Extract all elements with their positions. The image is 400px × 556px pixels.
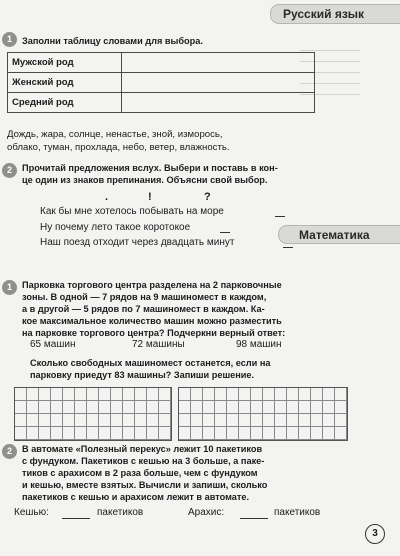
math2-line-3: тиков с арахисом в 2 раза больше, чем с фундуком (22, 468, 258, 478)
grid-cell[interactable] (27, 388, 39, 401)
grid-cell[interactable] (335, 401, 347, 414)
grid-cell[interactable] (287, 414, 299, 427)
grid-cell[interactable] (215, 427, 227, 440)
grid-cell[interactable] (87, 401, 99, 414)
row-label-neuter: Средний род (8, 93, 122, 113)
grid-cell[interactable] (287, 401, 299, 414)
cashew-label: Кешью: (14, 507, 49, 518)
math2-line-5: пакетиков с кешью и арахисом лежит в автомате. (22, 492, 250, 502)
grid-cell[interactable] (203, 427, 215, 440)
task-number-badge: 1 (2, 280, 17, 295)
grid-cell[interactable] (311, 414, 323, 427)
grid-cell[interactable] (275, 401, 287, 414)
grid-cell[interactable] (287, 388, 299, 401)
cashew-answer-blank[interactable] (62, 518, 90, 519)
answer-option-98[interactable]: 98 машин (236, 339, 282, 350)
grid-cell[interactable] (159, 401, 171, 414)
grid-cell[interactable] (323, 388, 335, 401)
grid-cell[interactable] (275, 414, 287, 427)
sentence-2 (40, 222, 190, 233)
grid-cell[interactable] (311, 388, 323, 401)
grid-cell[interactable] (39, 414, 51, 427)
row-label-masculine: Мужской род (8, 53, 122, 73)
math1-line-4: кое максимальное количество машин можно разместить (22, 316, 282, 326)
grid-cell[interactable] (87, 414, 99, 427)
grid-cell[interactable] (251, 401, 263, 414)
task-number-badge: 2 (2, 444, 17, 459)
grid-cell[interactable] (251, 427, 263, 440)
mark-question: ? (204, 191, 211, 203)
grid-cell[interactable] (135, 388, 147, 401)
grid-cell[interactable] (335, 388, 347, 401)
math1-question-line-1: Сколько свободных машиномест останется, если на (30, 358, 271, 368)
grid-cell[interactable] (311, 401, 323, 414)
grid-cell[interactable] (227, 401, 239, 414)
grid-cell[interactable] (123, 388, 135, 401)
grid-cell[interactable] (215, 388, 227, 401)
grid-cell[interactable] (215, 414, 227, 427)
grid-cell[interactable] (179, 388, 191, 401)
grid-cell[interactable] (239, 401, 251, 414)
grid-cell[interactable] (147, 427, 159, 440)
mark-period: . (105, 191, 109, 203)
peanut-answer-blank[interactable] (240, 518, 268, 519)
grid-cell[interactable] (239, 427, 251, 440)
grid-cell[interactable] (135, 414, 147, 427)
cashew-unit: пакетиков (97, 507, 144, 518)
grid-cell[interactable] (111, 388, 123, 401)
grid-cell[interactable] (191, 388, 203, 401)
table-row (8, 73, 315, 93)
grid-cell[interactable] (263, 388, 275, 401)
grid-cell[interactable] (299, 388, 311, 401)
grid-cell[interactable] (323, 427, 335, 440)
grid-cell[interactable] (75, 388, 87, 401)
sentence-1 (40, 206, 224, 217)
grid-cell[interactable] (203, 414, 215, 427)
grid-cell[interactable] (39, 427, 51, 440)
grid-cell[interactable] (51, 427, 63, 440)
grid-cell[interactable] (323, 414, 335, 427)
sentence-2-blank[interactable] (220, 232, 230, 233)
row-label-feminine: Женский род (8, 73, 122, 93)
grid-cell[interactable] (191, 401, 203, 414)
solution-grid-right[interactable] (178, 387, 348, 441)
answer-option-72[interactable]: 72 машины (132, 339, 185, 350)
sentence-3-blank[interactable] (283, 247, 293, 248)
word-choices-line-2: облако, туман, прохлада, небо, ветер, влажность. (7, 142, 230, 153)
math1-line-5: на парковке торгового центра? Подчеркни верный ответ: (22, 328, 286, 338)
masculine-answer-cell[interactable] (122, 53, 315, 73)
math1-line-1: Парковка торгового центра разделена на 2 парковочные (22, 280, 282, 290)
feminine-answer-cell[interactable] (122, 73, 315, 93)
grid-cell[interactable] (51, 401, 63, 414)
task2-instruction-line-2: це один из знаков препинания. Объясни свой выбор. (22, 175, 268, 185)
peanut-label: Арахис: (188, 507, 225, 518)
grid-cell[interactable] (111, 427, 123, 440)
grid-cell[interactable] (335, 414, 347, 427)
grid-cell[interactable] (63, 388, 75, 401)
grid-cell[interactable] (111, 401, 123, 414)
grid-cell[interactable] (179, 401, 191, 414)
math2-line-2: с фундуком. Пакетиков с кешью на 3 больше, а паке- (22, 456, 265, 466)
math1-line-2: зоны. В одной — 7 рядов на 9 машиномест в каждом, (22, 292, 267, 302)
russian-language-header (270, 4, 400, 24)
grid-cell[interactable] (15, 427, 27, 440)
grid-cell[interactable] (159, 388, 171, 401)
table-row (8, 93, 315, 113)
word-choices-line-1: Дождь, жара, солнце, ненастье, зной, изморось, (7, 129, 223, 140)
grid-cell[interactable] (63, 427, 75, 440)
grid-cell[interactable] (335, 427, 347, 440)
gender-table (7, 52, 315, 113)
grid-cell[interactable] (227, 414, 239, 427)
grid-cell[interactable] (87, 427, 99, 440)
grid-cell[interactable] (123, 427, 135, 440)
grid-cell[interactable] (99, 414, 111, 427)
grid-cell[interactable] (87, 388, 99, 401)
grid-cell[interactable] (215, 401, 227, 414)
grid-cell[interactable] (39, 401, 51, 414)
peanut-unit: пакетиков (274, 507, 321, 518)
grid-cell[interactable] (75, 427, 87, 440)
grid-cell[interactable] (63, 414, 75, 427)
task-number-badge: 2 (2, 163, 17, 178)
grid-cell[interactable] (15, 401, 27, 414)
math2-line-4: и кешью, вместе взятых. Вычисли и запиши, сколько (22, 480, 268, 490)
mark-exclamation: ! (148, 191, 152, 203)
math1-line-3: а в другой — 5 рядов по 7 машиномест в каждом. Ка- (22, 304, 265, 314)
grid-cell[interactable] (135, 401, 147, 414)
grid-cell[interactable] (135, 427, 147, 440)
grid-cell[interactable] (99, 401, 111, 414)
grid-cell[interactable] (263, 414, 275, 427)
sentence-1-text: Как бы мне хотелось побывать на море (40, 206, 224, 217)
grid-cell[interactable] (251, 388, 263, 401)
grid-cell[interactable] (27, 401, 39, 414)
grid-cell[interactable] (147, 388, 159, 401)
neuter-answer-cell[interactable] (122, 93, 315, 113)
grid-cell[interactable] (311, 427, 323, 440)
sentence-3 (40, 237, 234, 248)
grid-cell[interactable] (227, 388, 239, 401)
grid-cell[interactable] (27, 427, 39, 440)
task-number-badge: 1 (2, 32, 17, 47)
grid-cell[interactable] (299, 427, 311, 440)
grid-cell[interactable] (51, 388, 63, 401)
grid-cell[interactable] (147, 401, 159, 414)
grid-cell[interactable] (287, 427, 299, 440)
answer-option-65[interactable]: 65 машин (30, 339, 76, 350)
page-number: 3 (365, 524, 385, 544)
math1-question-line-2: парковку приедут 83 машины? Запиши решение. (30, 370, 255, 380)
math-header (278, 225, 400, 244)
grid-cell[interactable] (39, 388, 51, 401)
grid-cell[interactable] (227, 427, 239, 440)
grid-cell[interactable] (203, 388, 215, 401)
grid-cell[interactable] (179, 427, 191, 440)
grid-cell[interactable] (179, 414, 191, 427)
math-header-title: Математика (299, 228, 370, 242)
grid-cell[interactable] (15, 414, 27, 427)
russian-header-title: Русский язык (283, 7, 365, 21)
solution-grid-left[interactable] (14, 387, 172, 441)
grid-cell[interactable] (159, 414, 171, 427)
grid-cell[interactable] (27, 414, 39, 427)
grid-cell[interactable] (159, 427, 171, 440)
table-row (8, 53, 315, 73)
grid-cell[interactable] (15, 388, 27, 401)
task2-instruction-line-1: Прочитай предложения вслух. Выбери и поставь в кон- (22, 163, 278, 173)
grid-cell[interactable] (191, 414, 203, 427)
task1-instruction: Заполни таблицу словами для выбора. (22, 36, 203, 46)
grid-cell[interactable] (239, 388, 251, 401)
grid-cell[interactable] (275, 388, 287, 401)
math2-line-1: В автомате «Полезный перекус» лежит 10 пакетиков (22, 444, 263, 454)
sentence-1-blank[interactable] (275, 216, 285, 217)
grid-cell[interactable] (323, 401, 335, 414)
grid-cell[interactable] (251, 414, 263, 427)
grid-cell[interactable] (275, 427, 287, 440)
grid-cell[interactable] (299, 401, 311, 414)
sentence-3-text: Наш поезд отходит через двадцать минут (40, 237, 235, 248)
grid-cell[interactable] (191, 427, 203, 440)
grid-cell[interactable] (147, 414, 159, 427)
grid-cell[interactable] (75, 401, 87, 414)
grid-cell[interactable] (239, 414, 251, 427)
grid-cell[interactable] (263, 427, 275, 440)
grid-cell[interactable] (111, 414, 123, 427)
sentence-2-text: Ну почему лето такое коротокое (40, 222, 191, 233)
grid-cell[interactable] (99, 427, 111, 440)
grid-cell[interactable] (75, 414, 87, 427)
grid-cell[interactable] (123, 414, 135, 427)
grid-cell[interactable] (99, 388, 111, 401)
grid-cell[interactable] (51, 414, 63, 427)
grid-cell[interactable] (203, 401, 215, 414)
grid-cell[interactable] (123, 401, 135, 414)
grid-cell[interactable] (299, 414, 311, 427)
grid-cell[interactable] (263, 401, 275, 414)
grid-cell[interactable] (63, 401, 75, 414)
